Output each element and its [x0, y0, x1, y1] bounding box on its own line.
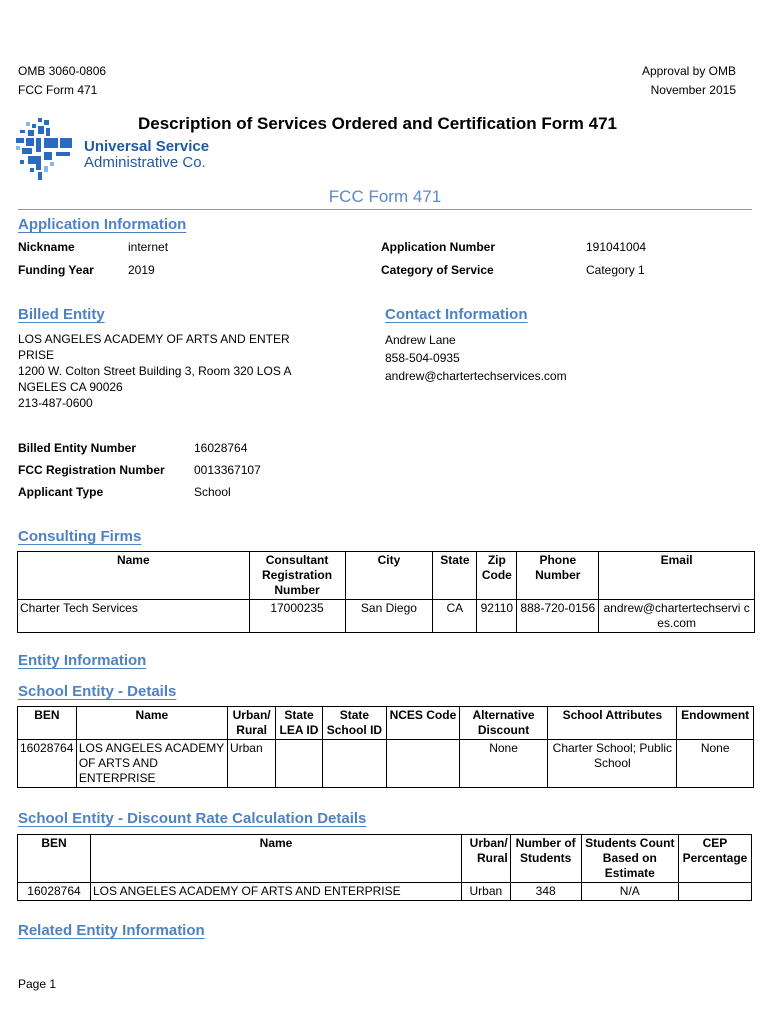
table-row [18, 740, 754, 788]
col-zip: Zip Code [477, 552, 517, 600]
col-registration: Consultant Registration Number [249, 552, 345, 600]
contact-email: andrew@chartertechservices.com [385, 369, 567, 383]
cell-urban-rural: Urban [227, 740, 275, 788]
address-line: 213-487-0600 [18, 396, 93, 410]
col-phone: Phone Number [517, 552, 599, 600]
billed-entity-heading: Billed Entity [18, 306, 105, 323]
usac-logo-icon [16, 116, 76, 184]
contact-name: Andrew Lane [385, 333, 456, 347]
col-urban-rural: Urban/ Rural [462, 835, 511, 883]
cell-students-count-estimate: N/A [581, 883, 678, 901]
address-line: PRISE [18, 348, 55, 362]
col-cep-percentage: CEP Percentage [678, 835, 751, 883]
col-name: Name [18, 552, 250, 600]
col-nces-code: NCES Code [387, 707, 460, 740]
table-header-row [18, 835, 752, 883]
cell-city: San Diego [345, 600, 433, 633]
logo-text [84, 139, 209, 171]
col-city: City [345, 552, 433, 600]
cell-urban-rural: Urban [462, 883, 511, 901]
funding-year-label: Funding Year [18, 263, 94, 277]
col-urban-rural: Urban/ Rural [227, 707, 275, 740]
ben-label: Billed Entity Number [18, 441, 137, 455]
page-title: Description of Services Ordered and Certification Form 471 [138, 114, 617, 133]
fcc-reg-label: FCC Registration Number [18, 463, 165, 477]
col-school-attributes: School Attributes [548, 707, 677, 740]
consulting-firms-heading: Consulting Firms [18, 528, 142, 545]
col-email: Email [599, 552, 755, 600]
logo-line-2: Administrative Co. [84, 154, 206, 171]
cell-state: CA [433, 600, 477, 633]
nickname-label: Nickname [18, 240, 75, 254]
cell-endowment: None [677, 740, 754, 788]
discount-details-table [17, 834, 752, 901]
cell-alternative-discount: None [459, 740, 548, 788]
cell-ben: 16028764 [18, 740, 77, 788]
ben-value: 16028764 [194, 441, 248, 455]
address-line: 1200 W. Colton Street Building 3, Room 320 LOS A [18, 364, 292, 378]
col-endowment: Endowment [677, 707, 754, 740]
category-label: Category of Service [381, 263, 494, 277]
address-line: NGELES CA 90026 [18, 380, 123, 394]
col-state-school-id: State School ID [322, 707, 386, 740]
related-entity-heading: Related Entity Information [18, 922, 205, 939]
contact-details [385, 331, 567, 385]
cell-school-attributes: Charter School; Public School [548, 740, 677, 788]
col-students-count-estimate: Students Count Based on Estimate [581, 835, 678, 883]
application-number-value: 191041004 [586, 240, 647, 254]
cell-name: LOS ANGELES ACADEMY OF ARTS AND ENTERPRISE [90, 883, 461, 901]
table-header-row [18, 552, 755, 600]
col-ben: BEN [18, 707, 77, 740]
consulting-firms-table [17, 551, 755, 633]
col-alternative-discount: Alternative Discount [459, 707, 548, 740]
col-name: Name [90, 835, 461, 883]
applicant-type-label: Applicant Type [18, 485, 104, 499]
col-number-of-students: Number of Students [510, 835, 581, 883]
table-row [18, 883, 752, 901]
table-header-row [18, 707, 754, 740]
contact-phone: 858-504-0935 [385, 351, 460, 365]
funding-year-value: 2019 [128, 263, 155, 277]
form-label: FCC Form 471 [18, 83, 98, 97]
billed-entity-address [18, 331, 292, 411]
contact-info-heading: Contact Information [385, 306, 528, 323]
application-number-label: Application Number [381, 240, 496, 254]
page-number: Page 1 [18, 977, 57, 991]
form-title: FCC Form 471 [328, 187, 442, 206]
cell-name: Charter Tech Services [18, 600, 250, 633]
omb-number: OMB 3060-0806 [18, 64, 107, 78]
fcc-reg-value: 0013367107 [194, 463, 261, 477]
cell-email: andrew@chartertechservi ces.com [599, 600, 755, 633]
address-line: LOS ANGELES ACADEMY OF ARTS AND ENTER [18, 332, 290, 346]
col-state-lea-id: State LEA ID [276, 707, 322, 740]
cell-state-lea-id [276, 740, 322, 788]
cell-phone: 888-720-0156 [517, 600, 599, 633]
discount-details-heading: School Entity - Discount Rate Calculation Details [18, 810, 367, 827]
school-details-heading: School Entity - Details [18, 683, 177, 700]
approval-text: Approval by OMB [641, 64, 736, 78]
cell-state-school-id [322, 740, 386, 788]
cell-name: LOS ANGELES ACADEMY OF ARTS AND ENTERPRISE [76, 740, 227, 788]
col-name: Name [76, 707, 227, 740]
approval-date: November 2015 [650, 83, 736, 97]
category-value: Category 1 [586, 263, 645, 277]
col-state: State [433, 552, 477, 600]
application-info-heading: Application Information [18, 216, 187, 233]
col-ben: BEN [18, 835, 91, 883]
applicant-type-value: School [194, 485, 231, 499]
cell-nces-code [387, 740, 460, 788]
title-divider [18, 209, 752, 210]
table-row [18, 600, 755, 633]
nickname-value: internet [128, 240, 169, 254]
cell-cep-percentage [678, 883, 751, 901]
cell-zip: 92110 [477, 600, 517, 633]
school-details-table [17, 706, 754, 788]
logo-line-1: Universal Service [84, 138, 210, 155]
cell-ben: 16028764 [18, 883, 91, 901]
entity-info-heading: Entity Information [18, 652, 147, 669]
cell-number-of-students: 348 [510, 883, 581, 901]
cell-registration: 17000235 [249, 600, 345, 633]
